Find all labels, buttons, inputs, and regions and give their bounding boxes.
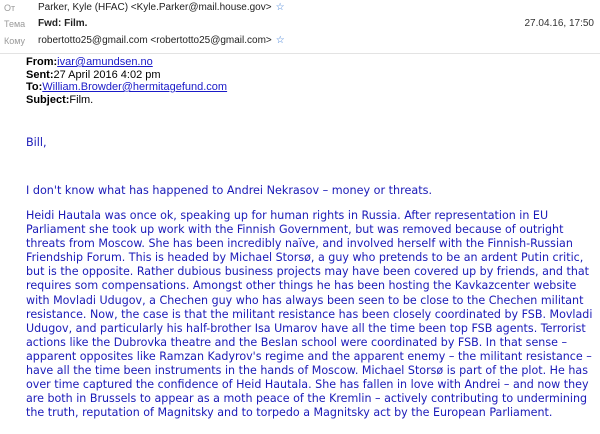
fwd-from-row <box>26 56 227 69</box>
header-subject-row <box>0 16 600 34</box>
star-icon[interactable]: ☆ <box>275 35 285 46</box>
from-label: От <box>4 3 16 13</box>
fwd-sent-row <box>26 69 227 82</box>
body-line1: I don't know what has happened to Andrei Nekrasov – money or threats. <box>26 184 433 197</box>
body-greeting: Bill, <box>26 136 47 149</box>
fwd-sent-label: Sent: <box>26 68 54 81</box>
fwd-subject-label: Subject: <box>26 93 70 106</box>
fwd-to-link[interactable]: William.Browder@hermitagefund.com <box>42 81 228 93</box>
to-value[interactable] <box>38 35 285 46</box>
forwarded-header <box>26 56 227 106</box>
subject-label: Тема <box>4 19 26 29</box>
header-divider <box>0 53 600 54</box>
fwd-sent-value: 27 April 2016 4:02 pm <box>53 68 161 81</box>
fwd-to-label: To: <box>26 81 43 93</box>
fwd-subject-value: Film. <box>69 93 94 106</box>
to-address[interactable]: robertotto25@gmail.com <robertotto25@gmail.com> <box>38 35 272 46</box>
fwd-from-label: From: <box>26 56 58 68</box>
fwd-from-link[interactable]: ivar@amundsen.no <box>57 56 153 68</box>
fwd-subject-row <box>26 94 227 107</box>
star-icon[interactable]: ☆ <box>275 2 285 13</box>
fwd-to-row <box>26 81 227 94</box>
body-paragraph: Heidi Hautala was once ok, speaking up for human rights in Russia. After representation in EU Parliament she took up work with the Finnish Government, but was removed because of outright threats from Moscow. She has been incredibly naïve, and involved herself with the Finnish-Russian Friendship Forum. This is headed by Michael Storsø, a guy who pretends to be an ardent Putin critic, but is the opposite. Rather dubious business projects may have been covered up by friends, and that requires som compensations. Amongst other things he has been hosting the Kavkazcenter website with Movladi Udugov, a Chechen guy who has always been seen to be close to the Chechen militant resistance. Now, the case is that the militant resistance has been closely coordinated by FSB. Movladi Udugov, and particularly his half-brother Isa Umarov have all the time been top FSB agents. Terrorist actions like the Dubrovka theatre and the Beslan school were coordinated by FSB. In that sense – apparent opposites like Ramzan Kadyrov's regime and the apparent enemy – the militant resistance – have all the time been instruments in the hands of Moscow. Michael Storsø is part of the plot. He has over time captured the confidence of Heid Hautala. She has fallen in love with Andrei – and now they are both in Brussels to appear as a moth peace of the Kremlin – actively contributing to undermining the truth, reputation of Magnitsky and to torpedo a Magnitsky act by the European Parliament. <box>26 209 593 420</box>
from-value[interactable] <box>38 2 285 13</box>
subject-value: Fwd: Film. <box>38 18 88 29</box>
to-label: Кому <box>4 36 26 46</box>
date-value: 27.04.16, 17:50 <box>524 18 594 29</box>
header-to-row <box>0 33 600 51</box>
from-address[interactable]: Parker, Kyle (HFAC) <Kyle.Parker@mail.house.gov> <box>38 2 272 13</box>
